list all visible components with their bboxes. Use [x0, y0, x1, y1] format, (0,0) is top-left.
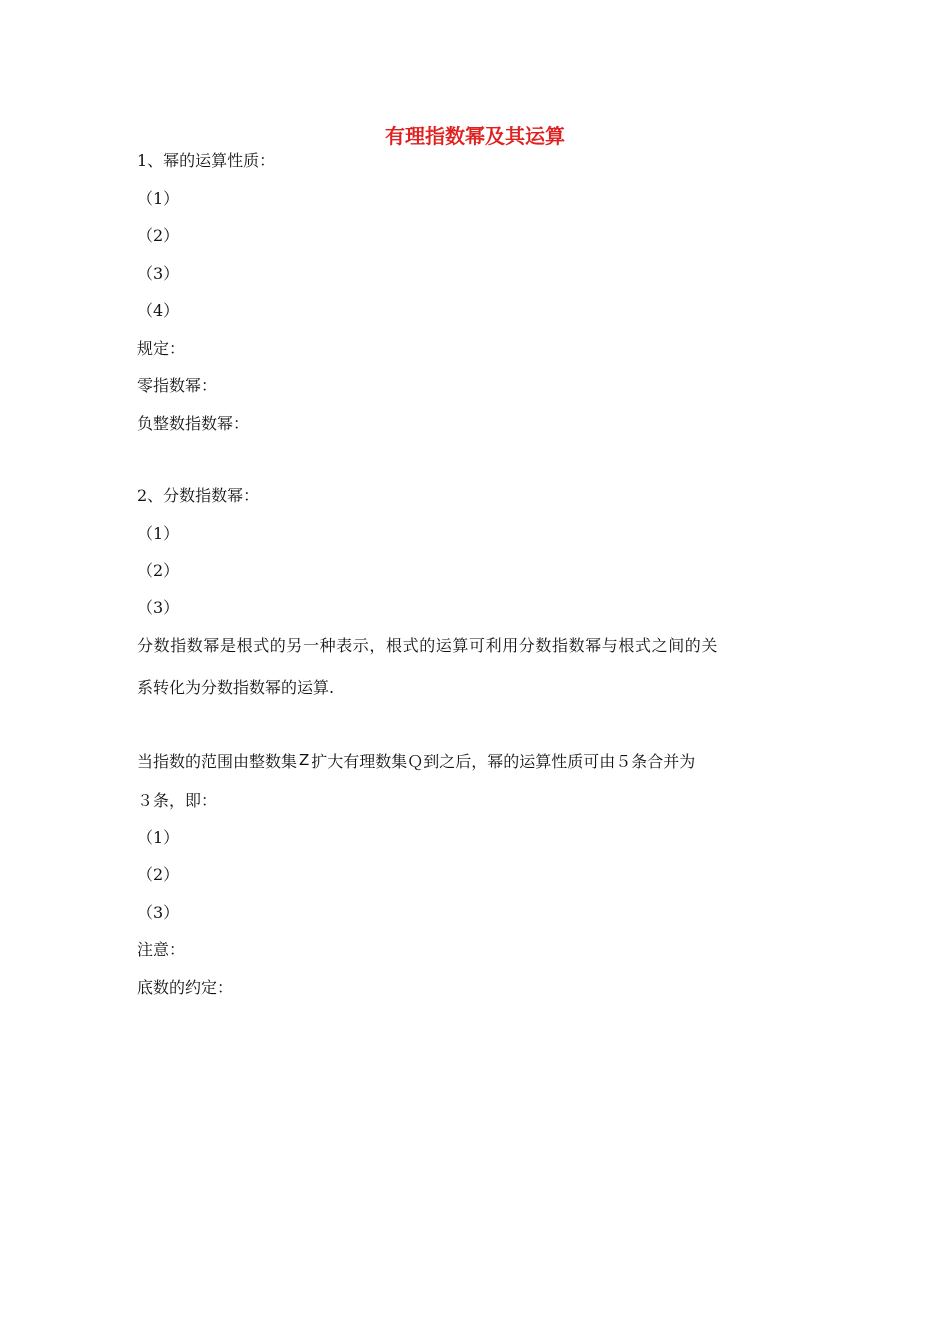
- section2-item-3: （3）: [137, 598, 180, 617]
- section3-item-3: （3）: [137, 903, 180, 922]
- section3-intro-part-1: 当指数的范围由整数集: [137, 752, 298, 771]
- note-label: 注意：: [137, 940, 186, 959]
- section1-item-1: （1）: [137, 189, 180, 208]
- section3-item-1: （1）: [137, 828, 180, 847]
- section1-item-4: （4）: [137, 301, 180, 320]
- integer-set-symbol: Z: [299, 751, 310, 769]
- section1-heading: 1、幂的运算性质：: [137, 151, 276, 170]
- section2-item-2: （2）: [137, 561, 180, 580]
- rule-label: 规定：: [137, 339, 186, 358]
- section1-item-3: （3）: [137, 264, 180, 283]
- base-convention-label: 底数的约定：: [137, 978, 234, 997]
- section2-paragraph-line-2: 系转化为分数指数幂的运算.: [137, 678, 335, 697]
- section3-intro-part-2: 扩大有理数集Ｑ到之后，幂的运算性质可由５条合并为: [311, 752, 696, 771]
- zero-exponent-label: 零指数幂：: [137, 376, 218, 395]
- page-title: 有理指数幂及其运算: [385, 124, 565, 148]
- section3-intro-line-1: [137, 748, 695, 774]
- section2-item-1: （1）: [137, 524, 180, 543]
- section2-heading: 2、分数指数幂：: [137, 486, 260, 505]
- section1-item-2: （2）: [137, 226, 180, 245]
- section3-intro-line-2: ３条，即：: [137, 791, 218, 810]
- section3-item-2: （2）: [137, 865, 180, 884]
- negative-integer-exponent-label: 负整数指数幂：: [137, 414, 250, 433]
- section2-paragraph-line-1: 分数指数幂是根式的另一种表示，根式的运算可利用分数指数幂与根式之间的关: [137, 636, 719, 655]
